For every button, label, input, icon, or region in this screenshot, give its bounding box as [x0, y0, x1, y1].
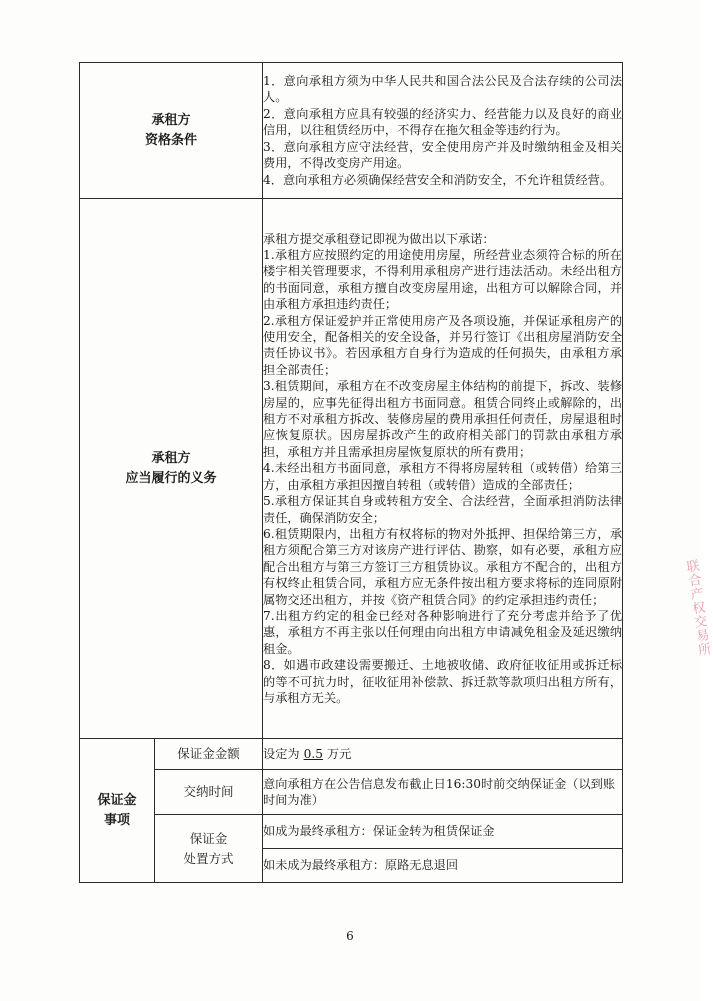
obligations-label [80, 199, 263, 739]
qualification-label-line2: 资格条件 [145, 132, 198, 148]
deposit-time-value: 意向承租方在公告信息发布截止日16:30时前交纳保证金（以到账时间为准） [263, 770, 623, 815]
deposit-time-row [80, 770, 623, 815]
obligation-item: 4.未经出租方书面同意，承租方不得将房屋转租（或转借）给第三方，由承租方承担因擅自转租（或转借）造成的全部责任； [263, 461, 623, 492]
qualification-label [80, 63, 263, 199]
qualification-item: 3．意向承租方应守法经营，安全使用房产并及时缴纳租金及相关费用，不得改变房产用途。 [263, 139, 623, 171]
deposit-amount-value [263, 739, 623, 770]
obligation-item: 6.租赁期限内，出租方有权将标的物对外抵押、担保给第三方，承租方须配合第三方对该房产进行评估、勘察，如有必要，承租方应配合出租方与第三方签订三方租赁协议。承租方不配合的，出租方有权终止租赁合同，承租方应无条件按出租方要求将标的连同原附属物交还出租方，并按《资产租赁合同》的约定承担违约责任； [263, 526, 623, 607]
deposit-label [80, 739, 155, 883]
deposit-amount-number: 0.5 [303, 746, 323, 761]
obligation-item: 3.租赁期间，承租方在不改变房屋主体结构的前提下，拆改、装修房屋的，应事先征得出租方书面同意。租赁合同终止或解除的，出租方不对承租方拆改、装修房屋的费用承担任何责任，房屋退租时应恢复原状。因房屋拆改产生的政府相关部门的罚款由承租方承担，承租方并且需承担房屋恢复原状的所有费用； [263, 379, 623, 459]
deposit-disposal-label-line1: 保证金 [189, 830, 228, 846]
deposit-label-line1: 保证金 [97, 792, 137, 808]
deposit-disposal-label [155, 815, 263, 883]
qualification-label-line1: 承租方 [151, 112, 191, 128]
deposit-label-line2: 事项 [103, 812, 130, 828]
seal-stamp: 联合产权交易所 [682, 558, 712, 658]
obligation-item: 8．如遇市政建设需要搬迁、土地被收储、政府征收征用或拆迁标的等不可抗力时，征收征用补偿款、拆迁款等款项归出租方所有，与承租方无关。 [263, 658, 623, 705]
deposit-time-label: 交纳时间 [155, 770, 263, 815]
qualification-item: 2．意向承租方应具有较强的经济实力、经营能力以及良好的商业信用，以往租赁经历中，不得存在拖欠租金等违约行为。 [263, 106, 623, 138]
obligations-label-line2: 应当履行的义务 [125, 470, 217, 486]
lease-terms-table [79, 62, 623, 883]
deposit-disposal-win: 如成为最终承租方：保证金转为租赁保证金 [263, 815, 623, 849]
deposit-amount-prefix: 设定为 [263, 746, 300, 761]
deposit-disposal-win-row [80, 815, 623, 849]
qualification-item: 1．意向承租方须为中华人民共和国合法公民及合法存续的公司法人。 [263, 74, 623, 105]
obligations-row [80, 199, 623, 739]
obligation-item: 2.承租方保证爱护并正常使用房产及各项设施，并保证承租房产的使用安全，配备相关的安全设备，并另行签订《出租房屋消防安全责任协议书》。若因承租方自身行为造成的任何损失，由承租方承担全部责任； [263, 313, 623, 377]
qualification-item: 4．意向承租方必须确保经营安全和消防安全，不允许租赁经营。 [263, 172, 613, 187]
deposit-disposal-lose: 如未成为最终承租方：原路无息退回 [263, 849, 623, 883]
deposit-amount-row [80, 739, 623, 770]
deposit-amount-unit: 万元 [326, 746, 352, 761]
qualification-row [80, 63, 623, 199]
obligation-item: 7.出租方约定的租金已经对各种影响进行了充分考虑并给予了优惠，承租方不再主张以任何理由向出租方申请减免租金及延迟缴纳租金。 [263, 608, 623, 656]
obligations-intro: 承租方提交承租登记即视为做出以下承诺： [263, 231, 495, 246]
qualification-content [263, 63, 623, 199]
deposit-amount-label: 保证金金额 [155, 739, 263, 770]
deposit-disposal-label-line2: 处置方式 [183, 850, 234, 866]
obligation-item: 1.承租方应按照约定的用途使用房屋，所经营业态须符合标的所在楼宇相关管理要求，不得利用承租房产进行违法活动。未经出租方的书面同意，承租方擅自改变房屋用途，出租方可以解除合同，并由承租方承担违约责任； [263, 248, 623, 312]
obligations-label-line1: 承租方 [151, 450, 191, 466]
obligations-content [263, 199, 623, 739]
page-number: 6 [346, 929, 354, 943]
obligation-item: 5.承租方保证其自身或转租方安全、合法经营，全面承担消防法律责任，确保消防安全； [263, 494, 623, 525]
